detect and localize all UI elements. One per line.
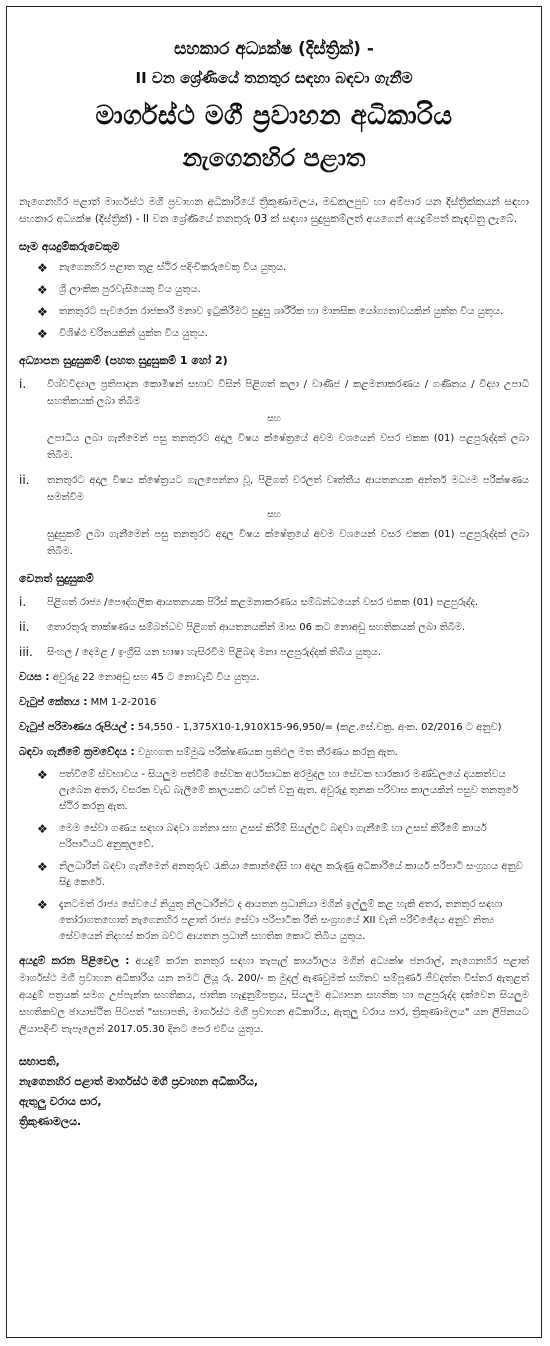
other-item-3: iii. සිංහල / දෙමළ / ඉංග්‍රීසි යන භාෂා හැසිරවීම පිළිබඳ මනා පළපුරුද්දක් තිබිය යුතුය. [19,645,382,659]
diamond-bullet-icon: ❖ [37,283,48,297]
education-item-1b: උපාධිය ලබා ගැනීමෙන් පසු තනතුරට අදාල විෂය ක්ෂේත්‍රයේ අවම වශයෙන් වසර එකක (01) පළපුරුද්දක් ලබා තිබීම. [47,433,529,461]
salary-code-row: වැටුප් කේතය : MM 1-2-2016 [19,696,157,708]
diamond-bullet-icon: ❖ [37,261,48,275]
list-item: ❖ මෙම සේවා ගණය සඳහා බඳවා ගන්නා සහ උසස් කිරීම් සියල්ලට බඳවා ගැනීමේ හා උසස් කිරීමේ කාර්ය පරිපාටියට අනුකූලවේ. [37,821,529,853]
education-title: අධ්‍යාපන සුදුසුකම් (පහත සුදුසුකම් 1 හෝ 2) [19,354,228,367]
diamond-bullet-icon: ❖ [37,327,48,341]
organization-name: මාර්ගස්ථ මගී ප්‍රවාහන අධිකාරිය [95,101,453,131]
recruitment-list [19,767,529,945]
and-label: සහ [267,510,281,520]
age-row: වයස : අවුරුදු 22 නොඅඩු සහ 45 ට නොවැඩි විය යුතුය. [19,671,260,683]
recruitment-method-row: බඳවා ගැනීමේ ක්‍රමවේදය : ව්‍යුහගත සම්මුඛ පරීක්ෂණයක ප්‍රතිඵල මත තීරණය කරනු ඇත. [19,746,398,758]
education-item-2: ii. තනතුරට අදාල විෂය ක්ෂේත්‍රයට ගැලපෙන්නා වූ, පිළිගත් වරලත් වෘත්තීය ආයතනයක අන්තර් මධ්‍යම පරීක්ෂණය සමත්වීම [19,473,529,503]
diamond-bullet-icon: ❖ [37,822,48,836]
list-item: ❖ නිලධාරීන් බඳවා ගැනීමෙන් අනතුරුව රැකියා කොන්දේසි හා අදාල කරුණු අධිකාරියේ කාර්ය පරිපාටි සංග්‍රහය අනුව සිදු කෙරේ. [37,859,529,891]
signature-block: සභාපති, නැගෙනහිර පළාත් මාර්ගස්ථ මගී ප්‍රවාහන අධිකාරිය, ඇතුලු වරාය පාර, ත්‍රිකුණාමලය. [19,1055,259,1128]
list-item: ❖ විශිෂ්ඨ චරිතයකින් යුක්ත විය යුතුය. [37,327,208,341]
intro-paragraph: නැගෙනහිර පළාත් මාර්ගස්ථ මගී ප්‍රවාහන අධිකාරියේ ත්‍රිකුණාමලය, මඩකලපුව හා අම්පාර යන දිස්ත්‍රික්කයන් සඳහා සහකාර අධ්‍යක්ෂ (දිස්ත්‍රික්) - II වන ශ්‍රේණියේ තනතුරු 03 ක් සඳහා සුදුසුකම්ලත් අයගෙන් අයදුම්පත් කැඳවනු ලැබේ. [19,196,529,225]
other-qualifications-title: වෙනත් සුදුසුකම් [19,572,94,585]
other-item-2: ii. තොරතුරු තාක්ෂණය සම්බන්ධව පිළිගත් ආයතනයකින් මාස 06 කට නොඅඩු සහතිකයක් ලබා තිබීම. [19,620,466,634]
salary-scale-row: වැටුප් පරිමාණය රුපියල් : 54,550 - 1,375X10-1,910X15-96,950/= (කළ.සේ.චක්‍ර. අංක. 02/2016 ට අනුව) [19,721,502,733]
list-item: ❖ නැගෙනහිර පළාත තුළ ස්ථිර පදිංචිකරුවෙකු විය යුතුය. [37,261,287,275]
diamond-bullet-icon: ❖ [37,768,48,782]
notice-title-line1: සහකාර අධ්‍යක්ෂ (දිස්ත්‍රික්) - [174,39,374,59]
diamond-bullet-icon: ❖ [37,305,48,319]
list-item: ❖ පත්වීමේ ස්වභාවය - සියලුම පත්වීම් සේවක අර්ථසාධක අරමුදල හා සේවක භාරකාර මණ්ඩලයේ දායකත්වය ලැබෙන අතර, වසරක වැඩ බැලීමේ කාලයකට යටත් වනු ඇත. අවුරුදු තුනක පරිවාස කාලයකින් පසුව තනතුරේ ස්ථිර කරනු ඇත. [37,767,529,815]
list-item: ❖ දැනටමත් රාජ්‍ය සේවයේ නියුතු නිලධාරීන්ට ද ආයතන ප්‍රධානියා මගින් ඉල්ලුම් කළ හැකි අතර, තනතුර සඳහා තෝරාගතහොත් නැගෙනහිර පළාත් රාජ්‍ය සේවා පරිපාටික රීති සංග්‍රහයේ XII වැනි පරිච්ඡේදය අනුව නිත්‍ය සේවයෙන් නිදහස් කරන බවට ආයතන ප්‍රධානී සහතික කොට තිබිය යුතුය. [37,897,529,945]
list-item: ❖ තනතුරට පැවරෙන රාජකාරී මනාව ඉටුකිරීමට සුදුසු ශාරීරික හා මානසික යෝග්‍යතාවයකින් යුක්ත විය යුතුය. [37,305,504,319]
other-item-1: i. පිළිගත් රාජ්‍ය /පෞද්ගලික ආයතනයක පිරිස් කළමනාකරණය සම්බන්ධයෙන් වසර එකක (01) පළපුරුද්ද. [19,595,479,609]
education-item-1: i. විශ්වවිද්‍යාල ප්‍රතිපාදන කොමිෂන් සභාව විසින් පිළිගත් කලා / වාණිජ / කළමනාකරණය / ගණිතය / විද්‍යා උපාධි සහතිකයක් ලබා තිබීම [19,377,529,407]
notice-title-line2: II වන ශ්‍රේණියේ තනතුර සඳහා බඳවා ගැනීම [135,69,413,87]
province-name: නැගෙනහිර පළාත [182,144,366,172]
general-requirements-title: සෑම අයදුම්කරුවෙකුම [19,240,120,253]
notice-frame [6,6,542,1338]
education-item-2b: සුදුසුකම් ලබා ගැනීමෙන් පසු තනතුරට අදාල විෂය ක්ෂේත්‍රයේ අවම වශයෙන් වසර එකක (01) පළපුරුද්දක් ලබා තිබීම. [47,529,529,557]
list-item: ❖ ශ්‍රී ලාංකික පුරවැසියෙකු විය යුතුය. [37,283,201,297]
and-label: සහ [267,414,281,424]
diamond-bullet-icon: ❖ [37,860,48,874]
application-method-row: අයදුම් කරන පිළිවෙල : අයදුම් කරන තනතුර සඳහා තැපැල් කාර්යාලය මගින් අධ්‍යක්ෂ ජනරාල්, නැගෙනහිර පළාත් මාර්ගස්ථ මගී ප්‍රවාහන අධිකාරිය යන නමට ලියූ රු. 200/- ක මුදල් ඇණවුමක් සහිතව සම්පූර්ණ ජීවදත්ත විස්තර ඇතුළත් අයදුම් පත්‍රයක් සමග උප්පැන්න සහතිකය, ජාතික හැඳුනුම්පත්‍රය, සියලුම අධ්‍යාපන සහතික හා පළපුරුද්ද දක්වෙන සියලුම සහතිකවල ඡායාස්ථිත පිටපත් "සභාපති, මාර්ගස්ථ මගී ප්‍රවාහන අධිකාරිය, ඇතුලු වරාය පාර, ත්‍රිකුණාමලය" යන ලිපිනයට ලියාපදිංචි තැපෑලෙන් 2017.05.30 දිනට පෙර එවිය යුතුය. [19,955,529,1035]
diamond-bullet-icon: ❖ [37,898,48,912]
general-requirements-list [19,260,529,342]
